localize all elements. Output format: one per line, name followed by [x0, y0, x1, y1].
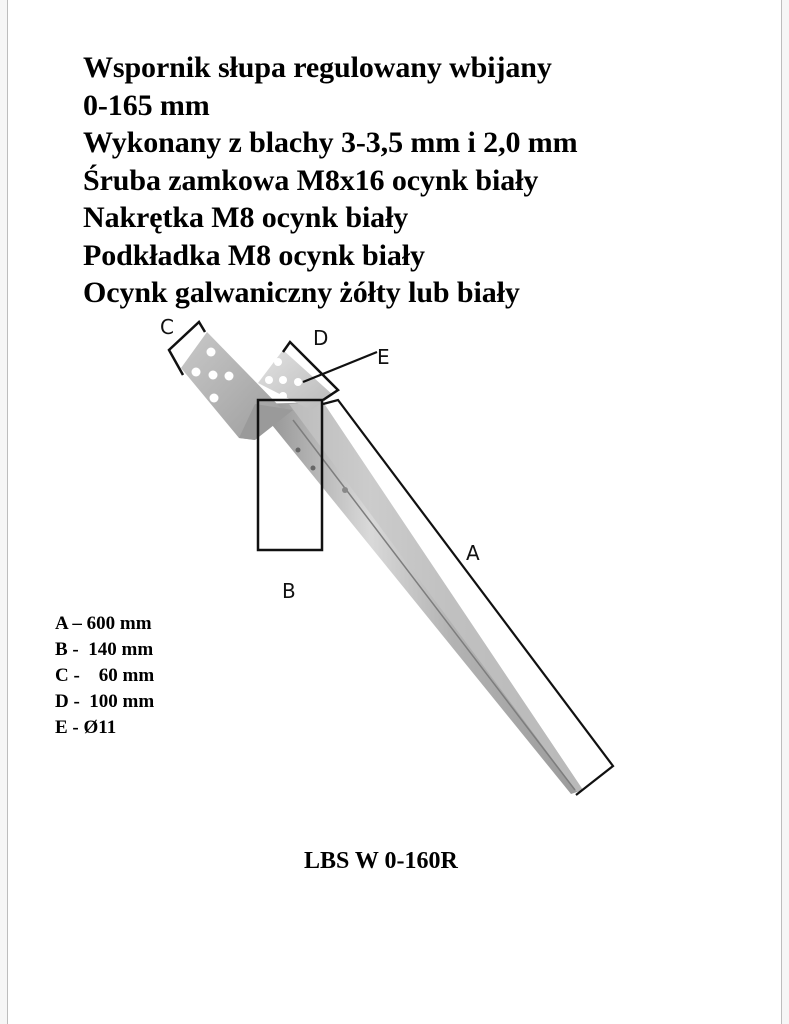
spec-nut: Nakrętka M8 ocynk biały	[83, 201, 409, 234]
label-b: B	[282, 579, 296, 603]
dimension-b: B - 140 mm	[55, 639, 154, 660]
spec-material: Wykonany z blachy 3-3,5 mm i 2,0 mm	[83, 126, 578, 159]
spec-range: 0-165 mm	[83, 88, 210, 122]
spec-coating: Ocynk galwaniczny żółty lub biały	[83, 276, 520, 309]
label-e: E	[377, 345, 390, 369]
spec-title: Wspornik słupa regulowany wbijany	[83, 51, 552, 84]
dimension-c: C - 60 mm	[55, 665, 155, 686]
label-d: D	[313, 326, 329, 350]
dimension-e: E - Ø11	[55, 717, 117, 738]
spec-bolt: Śruba zamkowa M8x16 ocynk biały	[83, 163, 539, 197]
label-c: C	[160, 315, 174, 339]
label-a: A	[466, 541, 480, 565]
dimension-a: A – 600 mm	[55, 613, 152, 634]
spec-washer: Podkładka M8 ocynk biały	[83, 238, 425, 272]
dimension-a-marker	[323, 400, 613, 795]
model-code: LBS W 0-160R	[304, 848, 458, 874]
dimension-d: D - 100 mm	[55, 691, 155, 712]
spike-body	[255, 402, 583, 794]
